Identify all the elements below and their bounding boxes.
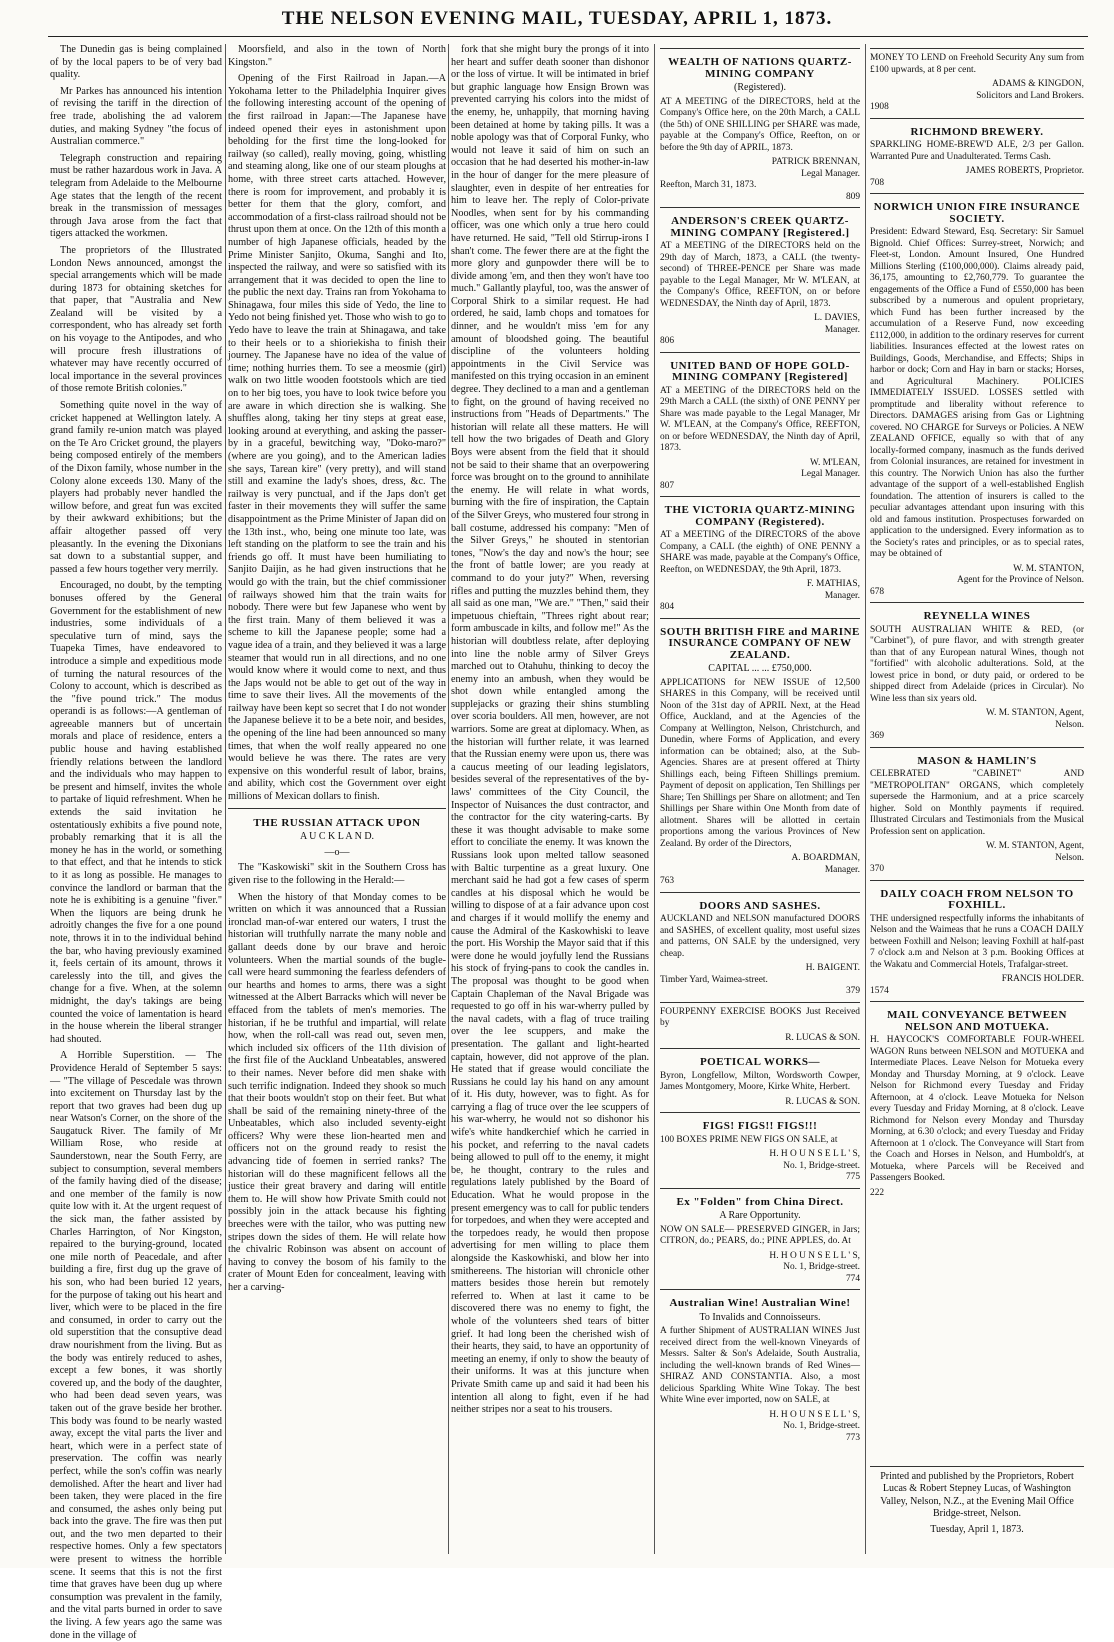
ad-role: Agent for the Province of Nelson.	[956, 575, 1084, 585]
ad-signature: A. BOARDMAN,	[791, 853, 860, 863]
advertisement	[660, 1112, 860, 1184]
ad-number: 809	[845, 191, 860, 202]
ad-heading: NORWICH UNION FIRE INSURANCE SOCIETY.	[873, 201, 1081, 225]
advertisement	[870, 1001, 1084, 1199]
ad-heading: THE VICTORIA QUARTZ-MINING COMPANY (Registered).	[664, 504, 856, 528]
ad-subheading: A Rare Opportunity.	[719, 1210, 801, 1221]
ad-number: 370	[870, 864, 885, 874]
imprint-date: Tuesday, April 1, 1873.	[930, 1523, 1024, 1535]
ad-body: MONEY TO LEND on Freehold Security Any sum from £100 upwards, at 8 per cent.	[870, 53, 1084, 75]
ad-heading: Ex "Folden" from China Direct.	[676, 1195, 844, 1208]
ad-body: FOURPENNY EXERCISE BOOKS Just Received by	[660, 1006, 860, 1028]
ad-heading: POETICAL WORKS—	[699, 1056, 821, 1068]
advertisement	[660, 892, 860, 998]
ad-body: H. HAYCOCK'S COMFORTABLE FOUR-WHEEL WAGON Runs between NELSON and MOTUEKA and Intermediate Places. Leave Nelson for Motueka every Monday and Thursday Morning, at 9 o'clock. Leave Nelson for Richmond every Tuesday and Friday Afternoon, at 4 o'clock. Leave Motueka for Nelson every Tuesday and Friday Morning, at 8 o'clock. Leave Richmond for Nelson every Monday and Thursday Morning, at 6.30 o'clock; and every Tuesday and Friday Afternoon at 1 o'clock. The Conveyance will Start from the Coach and Horses in Nelson, and Humboldt's, at Motueka, where Parcels will be Received and Passengers Booked.	[870, 1035, 1084, 1183]
ad-role: No. 1, Bridge-street.	[783, 1262, 860, 1272]
advertisement	[870, 602, 1084, 743]
ad-body: AUCKLAND and NELSON manufactured DOORS and SASHES, of excellent quality, most useful sizes and patterns, ON SALE by the undersigned, very cheap.	[660, 914, 860, 959]
column-rule	[225, 44, 226, 1554]
ad-signature: H. H O U N S E L L ' S,	[769, 1250, 860, 1261]
article-body	[228, 862, 446, 1294]
column-rule	[865, 44, 866, 1554]
article-title: THE RUSSIAN ATTACK UPON	[253, 816, 421, 829]
ad-footer: Reefton, March 31, 1873.	[660, 180, 757, 190]
advertisement	[870, 193, 1084, 598]
ad-heading: RICHMOND BREWERY.	[910, 125, 1044, 138]
paragraph: Moorsfield, and also in the town of North Kingston."	[228, 44, 446, 68]
ad-heading: DOORS AND SASHES.	[699, 899, 821, 912]
ad-footer: 763	[660, 876, 675, 886]
ad-role: No. 1, Bridge-street.	[783, 1160, 860, 1171]
ad-number: 379	[845, 986, 860, 996]
ad-heading: MASON & HAMLIN'S	[917, 754, 1037, 767]
column-3	[451, 44, 649, 1554]
ad-role: Legal Manager.	[801, 168, 860, 179]
column-rule	[654, 44, 655, 1554]
ad-signature: FRANCIS HOLDER.	[1001, 974, 1084, 984]
ad-heading: ANDERSON'S CREEK QUARTZ-MINING COMPANY [Registered.]	[670, 215, 850, 239]
column-rule	[448, 44, 449, 1554]
ad-role: Manager.	[824, 590, 860, 601]
ad-body: A further Shipment of AUSTRALIAN WINES Just received direct from the well-known Vineyards of Messrs. Salter & Son's Adelaide, South Australia, including the well-known brands of Red Wines— SHIRAZ AND CONSTANTIA. Also, a most delicious Sparkling White Wine Tokay. The best White Wine ever imported, now on SALE, at	[660, 1326, 860, 1405]
ad-footer: 804	[660, 602, 675, 612]
ad-body: President: Edward Steward, Esq. Secretary: Sir Samuel Bignold. Chief Offices: Surrey-street, Norwich; and Fleet-st, London. Amount Insured, One Hundred Millions Sterling (£100,000,000). Claims already paid, 36,175, amounting to £2,760,779. To guarantee the engagements of the Office a Fund of £550,000 has been subscribed by a numerous and opulent proprietary, which Fund has been further increased by the accumulation of a Reserve Fund, now exceeding £112,000, in addition to the ordinary reserves for current liabilities. Insurances effected at the lowest rates on Buildings, Goods, Merchandise, and Effects; Ships in harbor or dock; Corn and Hay in barn or stacks; Horses, and Agricultural Machinery. POLICIES IMMEDIATELY ISSUED. LOSSES settled with promptitude and liberality without reference to Directors. DAMAGES arising from Gas or Lightning covered. NO CHARGE for Surveys or Policies. A NEW ZEALAND OFFICE, equally so with that of any locally-formed company, inasmuch as the funds derived from Colonial insurances, are retained for investment in this country. The Norwich Union has also the further advantage of the support of a well-established English foundation. The attention of insurers is called to the peculiar advantages attendant upon insuring with this old and famous institution. Prospectuses forwarded on application to the undersigned. Every information as to the Society's rates and principles, or as to special rates, may be obtained of	[870, 227, 1084, 559]
paragraph: The "Kaskowiski" skit in the Southern Cross has given rise to the following in the Herald:—	[228, 862, 446, 886]
ad-role: Solicitors and Land Brokers.	[976, 90, 1084, 101]
ad-number: 775	[845, 1172, 860, 1182]
ad-signature: JAMES ROBERTS, Proprietor.	[965, 166, 1084, 176]
ad-body: 100 BOXES PRIME NEW FIGS ON SALE, at	[660, 1134, 838, 1145]
ad-signature: H. H O U N S E L L ' S,	[769, 1149, 860, 1159]
ad-body: SPARKLING HOME-BREW'D ALE, 2/3 per Gallon. Warranted Pure and Unadulterated. Terms Cash.	[870, 140, 1084, 162]
ad-number: 222	[870, 1187, 885, 1198]
ad-signature: ADAMS & KINGDON,	[992, 79, 1084, 89]
ad-body: THE undersigned respectfully informs the inhabitants of Nelson and the Waimeas that he runs a COACH DAILY between Foxhill and Nelson; leaving Foxhill at half-past 7 o'clock a.m and Nelson at 3 p.m. Booking Offices at the Wakatu and Commercial Hotels, Trafalgar-street.	[870, 913, 1084, 970]
ad-footer: 806	[660, 336, 675, 346]
ad-body: SOUTH AUSTRALIAN WHITE & RED, (or "Carbinet"), of pure flavor, and with strength greater than that of any European natural Wines, though not "fortified" with alcoholic adulterations. Sold, at the lowest price in bond, or duty paid, or ordered to be shipped direct from Adelaide (prices in Circular). No Wine less than six years old.	[870, 624, 1084, 704]
paragraph: Mr Parkes has announced his intention of revising the tariff in the direction of free trade, abolishing the ad valorem duties, and making Sydney "the focus of Australian commerce."	[50, 85, 222, 148]
advertisement	[660, 1002, 860, 1045]
ad-body: AT A MEETING of the DIRECTORS, held at the Company's Office here, on the 20th March, a CALL (the 5th) of ONE SHILLING per SHARE was made, payable at the Company's Office, Reefton, on or before the 9th day of APRIL, 1873.	[660, 96, 860, 153]
ad-number: 1574	[870, 985, 889, 996]
advertisement	[870, 48, 1084, 114]
advertisement	[660, 48, 860, 203]
ad-signature: PATRICK BRENNAN,	[771, 157, 860, 167]
article-rule: —o—	[324, 846, 350, 858]
ad-heading: UNITED BAND OF HOPE GOLD-MINING COMPANY [Registered]	[670, 359, 850, 383]
article-subtitle: A U C K L A N D.	[299, 831, 375, 843]
ad-subheading: CAPITAL ... ... £750,000.	[708, 663, 812, 674]
paragraph: fork that she might bury the prongs of it into her heart and suffer death sooner than dishonor or the loss of virtue. It will be intimated in brief but graphic language how Ensign Brown was prevented carrying his colors into the midst of the enemy, he, unhappily, that morning having been detained at home by taking pills. It was a noble apology was that of Corporal Funky, who would not leave it said of him on such an occasion that he had deserted his mother-in-law in the hour of danger for the mere pleasure of slaughter, even in despite of her entreaties for him to leave her. The reply of Color-private Noodles, when sent for by his commanding officer, was one which only a true hero could have returned. He said, "Tell old Stirrup-irons I shan't come. The fewer there are at the fight the more glory and gunpowder there will be to divide among 'em, and then they won't have too much." Gallantly playful, too, was the answer of Corporal Shirk to a similar request. He had ordered, he said, lamb chops and tomatoes for dinner, and he wouldn't miss 'em for any amount of bloodshed going. The beautiful discipline of the volunteers holding appointments in the Civil Service was manifested on this trying occasion in an eminent degree. They declined to a man and a gentleman to fight, on the ground of having received no instructions from "Heads of Departments." The historian will relate all these matters. He will tell how the two brigades of Death and Glory Boys were absent from the field that it should not be said to their shame that an overpowering force was brought on to the ground to annihilate the enemy. He will relate in what words, burning with the fire of inspiration, the Captain of the Silver Greys, who mustered four strong in ball costume, addressed his company: "Men of the Silver Greys," he shouted in stentorian tones, "Now's the day and now's the hour; see the front of battle lower; are you ready at command to do your juty?" When, reversing rifles and putting the muzzles behind them, they all said as one man, "We are." "Then," said their impetuous chieftain, "Threes right about rear; form ambuscade in kilts, and follow me!" As the historian will doubtless relate, after deploying into line the noble army of Silver Greys marched out to Otahuhu, thinking to decoy the enemy into an ambush, when they would be shot down while entangled among the supplejacks or grazing their shins stumbling over scoria boulders. All men, however, are not warriors. Some are great at diplomacy. When, as the historian will further relate, it was learned that the Russian enemy were upon us, there was a caucus meeting of our leading legislators, besides several of the representatives of the by-laws' committees of the City Council, the Inspector of Nuisances the dust contractor, and the contractor for the city watering-carts. By these it was thought advisable to make some effort to conciliate the enemy. It was known the Russians look upon melted tallow seasoned with Baltic turpentine as a great luxury. One merchant said he had got a few cases of sperm candles at his disposal which he would be willing to dispose of at a fair advance upon cost and charges if it would mollify the enemy and cause the Admiral of the Kaskowhiski to leave the port. His Worship the Mayor said that if this were done he would joyfully lend the Russians his stock of frying-pans to cook the candles in. The proposal was thought to be good when Captain Chapleman of the Naval Brigade was requested to go off in his war-wherry pulled by the naval cadets, with a flag of truce trailing over the lee scuppers, and make the presentation. The gallant and light-hearted captain, however, did not approve of the plan. He stated that if grease would conciliate the Russians he could lay his hand on any amount of it. His duty, however, was to fight. As for carrying a flag of truce over the lee scuppers of his war-wherry, he would not so dishonor his wife's white handkerchief which he carried in his pocket, and referring to the naval cadets being allowed to pull off to the enemy, it might be, he thought, contrary to the rules and regulations lately published by the Board of Education. What he would propose in the present emergency was to call for public tenders for torpedoes, and when they were accepted and the torpedoes ready, he would then propose advertising for men willing to place them alongside the Kaskowhiski, and blow her into smithereens. The historian will chronicle other matters besides those herein but remotely referred to. When at last it came to be discovered there was no enemy to fight, the whole of the volunteers shed tears of bitter grief. It had long been the cherished wish of their hearts, they said, to have an opportunity of meeting an enemy, if only to show the beauty of their uniforms. It was at this juncture when Private Smith came up and said it had been his intention all along to fight, even if he had neither stripes nor a seat to his trousers.	[451, 44, 649, 1416]
paragraph: The proprietors of the Illustrated London News announced, amongst the special arrangements which will be made during 1873 for obtaining sketches for that paper, that "Australia and New Zealand will be visited by a correspondent, who has already set forth on his voyage to the Antipodes, and who will procure fresh illustrations of whatever may have recently occurred of local importance in the several provinces of those remote British colonies."	[50, 244, 222, 395]
ad-signature: H. BAIGENT.	[805, 963, 860, 973]
masthead: THE NELSON EVENING MAIL, TUESDAY, APRIL 1, 1873.	[281, 8, 833, 29]
ad-signature: H. H O U N S E L L ' S,	[769, 1409, 860, 1420]
advertisement	[660, 1048, 860, 1108]
ad-signature: W. M. STANTON, Agent,	[986, 841, 1084, 851]
advertisement	[870, 118, 1084, 190]
masthead-rule	[48, 36, 1088, 37]
advertisement	[660, 1188, 860, 1286]
ad-heading: Australian Wine! Australian Wine!	[669, 1297, 851, 1309]
paragraph: Something quite novel in the way of cricket happened at Wellington lately. A grand family re-union match was played on the Te Aro Cricket ground, the players being composed entirely of the members of the Dixon family, whose number in the Colony alone exceeds 130. Many of the players had probably never handled the willow before, and great fun was excited by their awkward exhibitions; but the affair altogether passed off very pleasantly. In the evening the Dixonians sat down to a substantial supper, and passed a few hours together very merrily.	[50, 400, 222, 575]
advertisement	[660, 352, 860, 493]
ad-role: Nelson.	[1055, 719, 1084, 730]
paragraph: When the history of that Monday comes to be written on which it was announced that a Russian ironclad man-of-war entered our waters, I trust the historian will truthfully narrate the many noble and gallant deeds done by our brave and heroic volunteers. When the martial sounds of the bugle-call were heard summoning the fearless defenders of our hearths and homes to arms, there was a sight witnessed at the Albert Barracks which will never be effaced from the tablets of men's memories. The historian, if he be truthful and impartial, will relate how, when the roll-call was read out, seven men, which included six officers of the 11th division of the first file of the Auckland Unbeatables, answered to their names. Never before did men shake with such terrific indignation. Indeed they shook so much that their boots wouldn't stop on their feet. But what shall be said of the remaining ninety-three of the Unbeatables, which also included seventy-eight officers? Why were these lion-hearted men and officers not on the ground ready to resist the advancing tide of foemen in serried ranks? The historian will do these magnificent fellows all the justice their great bravery and daring will entitle them to. He will show how Private Smith could not possibly join in the attack because his fighting breeches were with the tailor, who was putting new stripes down the sides of them. He will relate how the chivalric Robinson was absent on account of having to convey the bosom of his family to the crater of Mount Eden for concealment, leaving with her a carving-	[228, 891, 446, 1293]
imprint	[870, 1466, 1084, 1536]
ad-role: No. 1, Bridge-street.	[783, 1421, 860, 1431]
advertisement	[660, 496, 860, 614]
ad-role: Manager.	[824, 324, 860, 335]
ad-heading: FIGS! FIGS!! FIGS!!!	[702, 1120, 818, 1132]
advertisement	[660, 1289, 860, 1444]
ad-heading: MAIL CONVEYANCE BETWEEN NELSON AND MOTUEKA.	[887, 1009, 1067, 1033]
column-5-ads	[870, 44, 1084, 1462]
advertisement	[660, 207, 860, 348]
ad-number: 773	[845, 1432, 860, 1443]
paragraph: A Horrible Superstition. — The Providence Herald of September 5 says:— "The village of Pescedale was thrown into excitement on Thursday last by the report that two graves had been dug up near Watson's Corner, on the shore of the Saugatuck River. The family of Mr William Rose, who reside at Saunderstown, near the South Ferry, are subject to consumption, several members of the family having died of the disease; and one member of the family is now quite low with it. At the urgent request of the sick man, the father assisted by Charles Harrington, of Nor Kingston, repaired to the burying-ground, located one mile north of Peacedale, and after building a fire, first dug up the grave of his son, who had been buried 12 years, for the purpose of taking out his heart and liver, which were to be placed in the fire and consumed, in order to carry out the old superstition that the consuptive dead draw nourishment from the living. But as the body was entirely reduced to ashes, except a few bones, it was shortly covered up, and the body of the daughter, who had been dead seven years, was taken out of the grave beside her brother. This body was found to be nearly wasted away, except the vital parts the liver and heart, which were in a perfect state of preservation. The coffin was nearly perfect, while the son's coffin was nearly demolished. After the heart and liver had been taken, they were placed in the fire and consumed, the ashes only being put back into the grave. The fire was then put out, and the two men departed to their respective homes. Only a few spectators were present to witness the horrible scene. It seems that this is not the first time that graves have been dug up where consumption was prevalent in the family, and the vital parts burned in order to save the living. A few years ago the same was done in the village of	[50, 1050, 222, 1641]
ad-heading: REYNELLA WINES	[923, 610, 1031, 622]
ad-body: Byron, Longfellow, Milton, Wordsworth Cowper, James Montgomery, Moore, Kirke White, Herbert.	[660, 1070, 860, 1092]
advertisement	[870, 747, 1084, 876]
ad-body: APPLICATIONS for NEW ISSUE of 12,500 SHARES in this Company, will be received until Noon of the 31st day of APRIL Next, at the Head Office, Auckland, and at the Agencies of the Company at Wellington, Nelson, Christchurch, and Dunedin, where Forms of Application, and every information can be obtained; also, at the Sub-Agencies. Shares are at present offered at Thirty Shillings each, being Fifteen Shillings premium. Payment of deposit on application, Ten Shillings per Share; Ten Shillings per Share on allotment; and Ten Shillings per Share within One Month from date of allotment. Shares will be allotted in certain proportions among the various Provinces of New Zealand. By order of the Directors,	[660, 677, 860, 849]
imprint-text: Printed and published by the Proprietors, Robert Lucas & Robert Stepney Lucas, of Washington Valley, Nelson, N.Z., at the Evening Mail Office Bridge-street, Nelson.	[880, 1471, 1074, 1520]
ad-signature: W. M. STANTON, Agent,	[986, 708, 1084, 718]
ad-role: Legal Manager.	[801, 469, 860, 479]
ad-heading: SOUTH BRITISH FIRE and MARINE INSURANCE COMPANY OF NEW ZEALAND.	[660, 625, 860, 661]
ad-footer: 807	[660, 480, 675, 491]
ad-footer: Timber Yard, Waimea-street.	[660, 974, 768, 985]
paragraph: The Dunedin gas is being complained of by the local papers to be of very bad quality.	[50, 44, 222, 81]
ad-number: 774	[845, 1273, 860, 1284]
ad-signature: W. M'LEAN,	[809, 457, 860, 468]
ad-signature: R. LUCAS & SON.	[785, 1096, 860, 1107]
ad-number: 369	[870, 731, 885, 741]
column-2	[228, 44, 446, 1554]
ad-signature: W. M. STANTON,	[1013, 563, 1084, 574]
russian-attack-article	[228, 808, 446, 1295]
ad-heading: DAILY COACH FROM NELSON TO FOXHILL.	[880, 887, 1074, 911]
paragraph: Telegraph construction and repairing must be rather hazardous work in Java. A telegram from Adelaide to the Melbourne Age states that the length of the recent break in the transmission of messages through Java arose from the fact that tigers attacked the workmen.	[50, 152, 222, 240]
advertisement	[660, 618, 860, 888]
paragraph: Encouraged, no doubt, by the tempting bonuses offered by the General Government for the establishment of new industries, some individuals of a speculative turn of mind, says the Tuapeka Times, have endeavored to introduce a simple and expeditious mode of turning the natural resources of the Colony to account, which is described as the "five pound trick." The modus operandi is as follows:—A gentleman of agreeable manners but of uncertain morals and place of residence, enters a public house and having established friendly relations between the landlord and the individuals who may happen to be present and himself, invites the whole to partake of liquid refreshment. When he extends the said invitation he ostentatiously exhibits a five pound note, probably remarking that it is all the money he has in the world, or something to that effect, and that he intends to stick to it as long as possible. He manages to convince the landlord or barman that the note he is exhibiting is a genuine "fiver." When the liquors are being drunk he adroitly changes the five for a one pound note, throws it in to the individual behind the bar, who having previously examined it, feels certain of its amount, throws it carelessly into the till, and gives the change for a five. When, at the solemn midnight, the day's takings are being counted the voice of lamentation is heard in the house wherein the liberal stranger had shouted.	[50, 580, 222, 1045]
ad-signature: R. LUCAS & SON.	[785, 1032, 860, 1043]
ad-number: 1908	[870, 102, 889, 112]
ad-signature: F. MATHIAS,	[806, 579, 860, 589]
ad-number: 708	[870, 177, 885, 188]
ad-heading: WEALTH OF NATIONS QUARTZ-MINING COMPANY	[668, 56, 852, 80]
column-4-ads	[660, 44, 860, 1554]
ad-body: AT a MEETING of the DIRECTORS held on the 29th day of March, 1873, a CALL (the twenty-second) of THREE-PENCE per Share was made payable to the Legal Manager, Mr W. M'LEAN, at the Company's Office, REEFTON, on or before WEDNESDAY, the Ninth day of April, 1873.	[660, 241, 860, 309]
ad-body: AT a MEETING of the DIRECTORS held on the 29th March a CALL (the sixth) of ONE PENNY per Share was made payable to the Legal Manager, Mr W. M'LEAN, at the Company's Office, REEFTON, on or before WEDNESDAY, the Ninth day of April, 1873.	[660, 385, 860, 453]
ad-body: NOW ON SALE— PRESERVED GINGER, in Jars; CITRON, do.; PEARS, do.; PINE APPLES, do. At	[660, 1224, 860, 1246]
ad-body: CELEBRATED "CABINET" AND "METROPOLITAN" ORGANS, which completely supersede the Harmonium, and at a price scarcely higher. Sold on Monthly payments if required. Illustrated Circulars and Testimonials from the Musical Profession sent on application.	[870, 769, 1084, 837]
advertisement	[870, 880, 1084, 998]
ad-subheading: (Registered).	[734, 82, 786, 93]
paragraph: Opening of the First Railroad in Japan.—A Yokohama letter to the Philadelphia Inquirer gives the following interesting account of the opening of the first railroad in Japan:—The Japanese have indeed opened their eyes in astonishment upon beholding for the first time the long-looked for railway (so called), really moving, going, whistling and steaming along, like one of our steam ploughs at home, with three street carts attached. However, there is room for improvement, and probably it is better for them that the glory, comfort, and accommodation of a first-class railroad should not be thrust upon them at once. On the 12th of this month a number of high Japanese officials, headed by the Prime Minister Sanjito, Okuma, Sanghi and Ito, inspected the railway, and were so satisfied with its arrangement that it was decided to open the line to the public the next day. Trains ran from Yokohama to Shinagawa, four miles this side of Yedo, the line to Yedo not being finished yet. Those who wish to go to Yedo have to leave the train at Shinagawa, and take to their heels or to a shioriekisha to finish their journey. The Japanese have no idea of the value of time; nothing hurries them. To see a meosmie (girl) walk on two little wooden footstools which are tied on to her big toes, you have to look twice before you are aware in which direction she is walking. She shuffles along, taking her tiny steps at great ease, looking around at everything, and asking the passer-by in a graceful, bewitching way, "Doko-maro?" (where are you going), and to the American ladies she says, Tarean kire" (very pretty), and will stand still and examine the lady's shoes, dress, &c. The railway is very punctual, and if the Japs don't get faster in their movements they will suffer the same disappointment as the Prime Minister of Japan did on the 13th inst., who, being one minute too late, was left standing on the platform to see the train and his friends go off. It must have been humiliating to Sanjito Daijin, as he had given instructions that he would go with the train, but the chief commissioner of railways showed him that the train waits for nobody. There were but few Japanese who went by the first train. Many of them believed it was a scheme to kill the Japanese people; some had a vague idea of a train, and they believed it was a large steamer that would run in all directions, and no one would know where it would come to next, and thus the Japs would not be able to get out of the way in time to save their lives. All the movements of the railway have been kept so secret that I do not wonder the Japanese believe it to be a bete noir, and besides, the opening of the line had been announced so many times, that when the wolf really appeared no one would believe he was there. The rates are very expensive on this wonderful result of labor, brains, and ability, which cost the Government over eight millions of Mexican dollars to finish.	[228, 73, 446, 803]
ad-body: AT a MEETING of the DIRECTORS of the above Company, a CALL (the eighth) of ONE PENNY a SHARE was made, payable at the Company's Office, Reefton, on WEDNESDAY, the 9th April, 1873.	[660, 530, 860, 575]
ad-number: 678	[870, 586, 885, 597]
railroad-article	[228, 44, 446, 804]
ad-role: Manager.	[824, 864, 860, 875]
ad-role: Nelson.	[1055, 852, 1084, 863]
ad-subheading: To Invalids and Connoisseurs.	[699, 1311, 821, 1323]
column-1	[50, 44, 222, 1641]
ad-signature: L. DAVIES,	[814, 313, 860, 323]
